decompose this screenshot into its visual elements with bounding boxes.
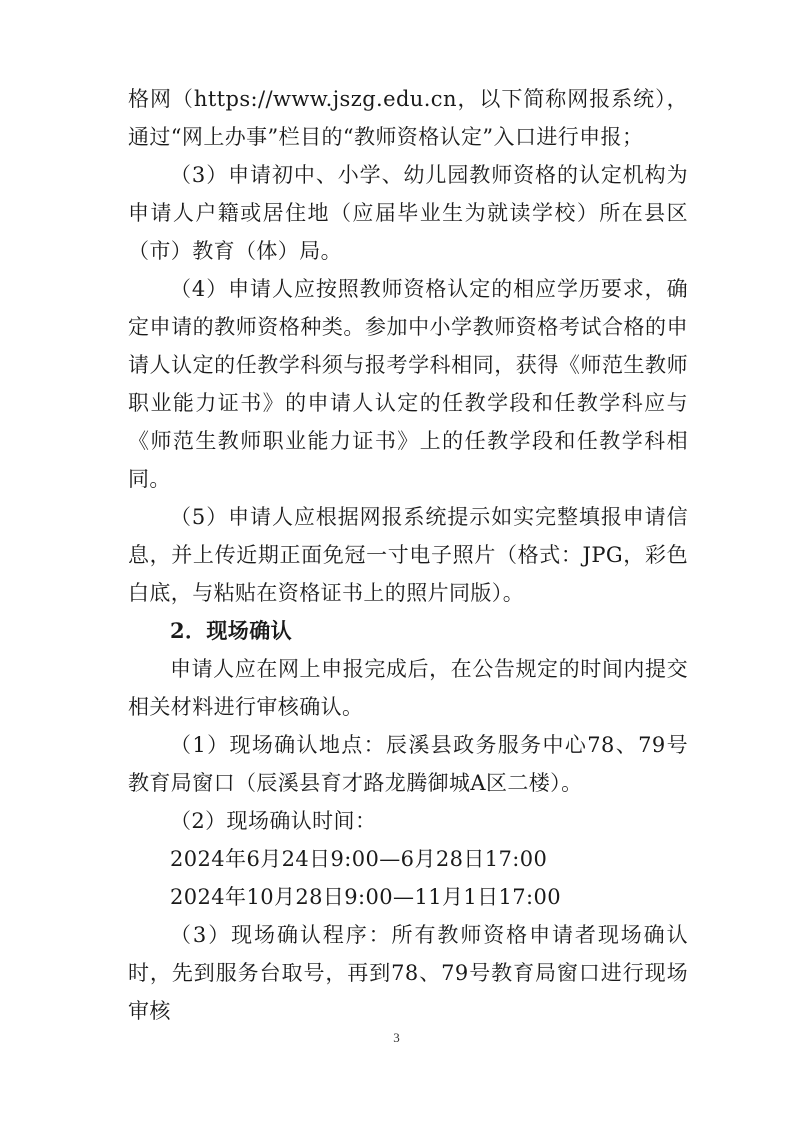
- section-heading-onsite-confirmation: 2．现场确认: [170, 618, 293, 643]
- paragraph-onsite-time-1: 2024年6月24日9:00—6月28日17:00: [170, 847, 548, 871]
- paragraph-onsite-procedure: （3）现场确认程序：所有教师资格申请者现场确认时，先到服务台取号，再到78、79号教育局窗口进行现场审核: [128, 923, 688, 1023]
- paragraph-onsite-location: （1）现场确认地点：辰溪县政务服务中心78、79号教育局窗口（辰溪县育才路龙腾御城A区二楼）。: [128, 733, 688, 795]
- paragraph-website: 格网（https://www.jszg.edu.cn，以下简称网报系统），通过“网上办事”栏目的“教师资格认定”入口进行申报；: [128, 87, 688, 149]
- page-number: 3: [393, 1030, 400, 1045]
- paragraph-onsite-intro: 申请人应在网上申报完成后，在公告规定的时间内提交相关材料进行审核确认。: [128, 657, 688, 719]
- paragraph-onsite-time-2: 2024年10月28日9:00—11月1日17:00: [170, 885, 562, 909]
- paragraph-item-5: （5）申请人应根据网报系统提示如实完整填报申请信息，并上传近期正面免冠一寸电子照片（格式：JPG，彩色白底，与粘贴在资格证书上的照片同版）。: [128, 505, 688, 605]
- paragraph-onsite-time-label: （2）现场确认时间：: [170, 809, 377, 833]
- paragraph-item-3: （3）申请初中、小学、幼儿园教师资格的认定机构为申请人户籍或居住地（应届毕业生为就读学校）所在县区（市）教育（体）局。: [128, 163, 688, 263]
- paragraph-item-4: （4）申请人应按照教师资格认定的相应学历要求，确定申请的教师资格种类。参加中小学教师资格考试合格的申请人认定的任教学科须与报考学科相同，获得《师范生教师职业能力证书》的申请人认定的任教学段和任教学科应与《师范生教师职业能力证书》上的任教学段和任教学科相同。: [128, 277, 688, 491]
- document-body: [128, 80, 688, 1030]
